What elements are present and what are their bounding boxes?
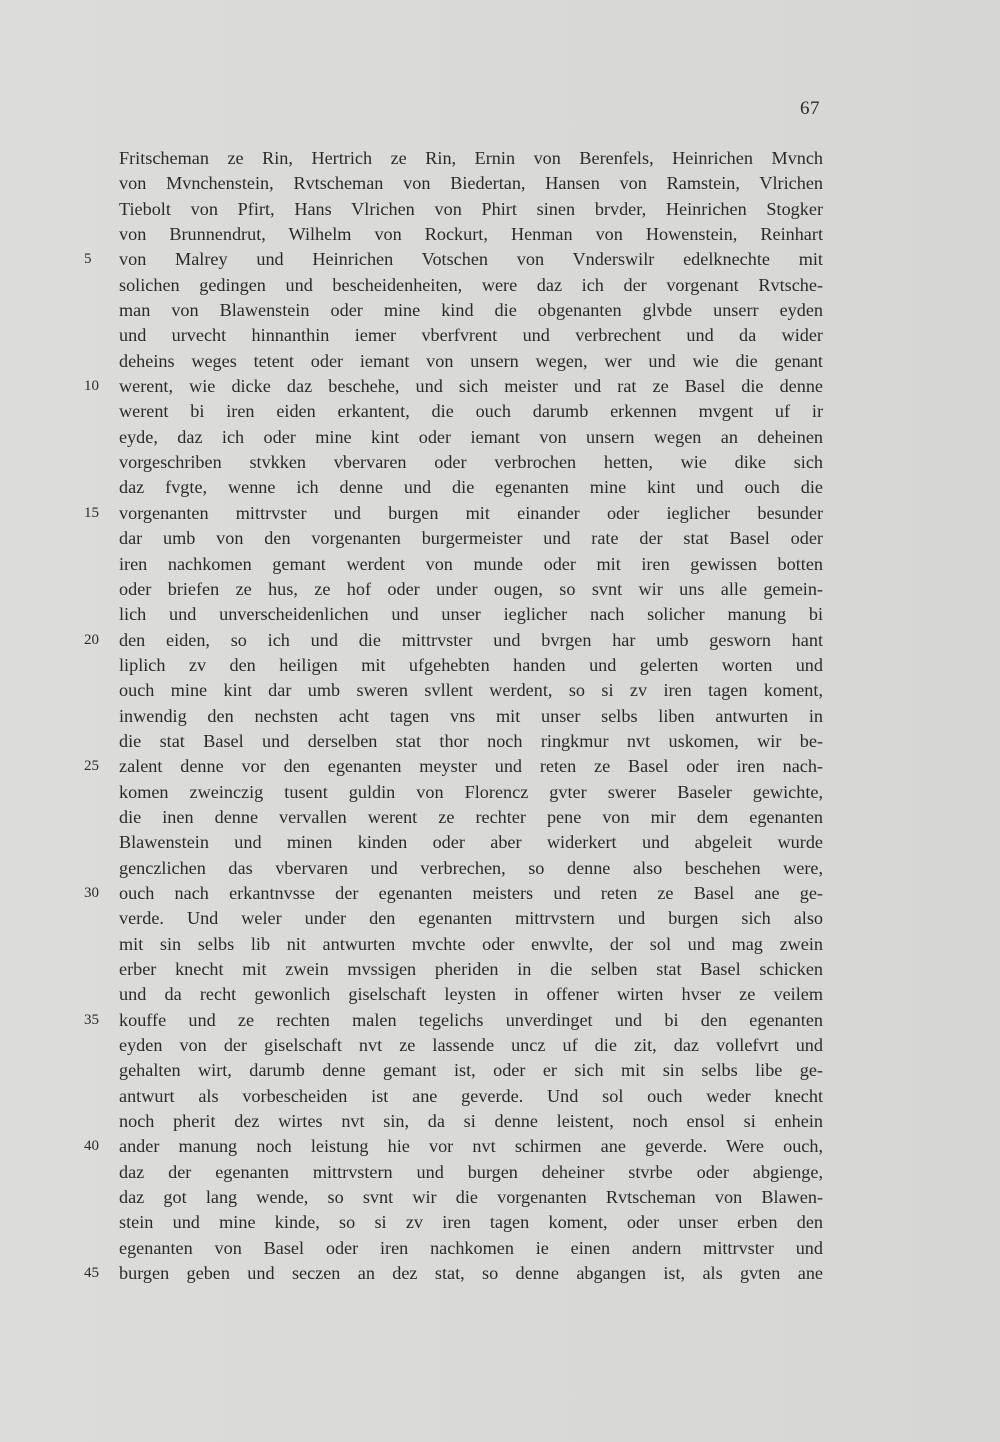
line-text: von Mvnchenstein, Rvtscheman von Biedertan, Hansen von Ramstein, Vlrichen xyxy=(119,173,823,194)
line-text: zalent denne vor den egenanten meyster und reten ze Basel oder iren nach- xyxy=(119,756,823,777)
text-line xyxy=(119,1084,823,1109)
line-text: Blawenstein und minen kinden oder aber widerkert und abgeleit wurde xyxy=(119,832,823,853)
text-line xyxy=(84,628,823,653)
text-line xyxy=(119,399,823,424)
text-line xyxy=(119,146,823,171)
line-text: von Brunnendrut, Wilhelm von Rockurt, Henman von Howenstein, Reinhart xyxy=(119,224,823,245)
line-text: antwurt als vorbescheiden ist ane geverde. Und sol ouch weder knecht xyxy=(119,1085,823,1106)
text-line xyxy=(119,475,823,500)
text-line xyxy=(84,881,823,906)
line-text: egenanten von Basel oder iren nachkomen ie einen andern mittrvster und xyxy=(119,1237,823,1258)
line-text: noch pherit dez wirtes nvt sin, da si denne leistent, noch ensol si enhein xyxy=(119,1111,823,1132)
text-line xyxy=(119,982,823,1007)
line-text: daz fvgte, wenne ich denne und die egenanten mine kint und ouch die xyxy=(119,477,823,498)
text-line xyxy=(84,1008,823,1033)
text-line xyxy=(119,1033,823,1058)
line-number: 40 xyxy=(84,1138,99,1155)
text-line xyxy=(119,704,823,729)
line-text: dar umb von den vorgenanten burgermeister und rate der stat Basel oder xyxy=(119,528,823,549)
text-line xyxy=(119,323,823,348)
text-line xyxy=(119,678,823,703)
line-text: deheins weges tetent oder iemant von unsern wegen, wer und wie die genant xyxy=(119,350,823,371)
line-text: burgen geben und seczen an dez stat, so denne abgangen ist, als gvten ane xyxy=(119,1263,823,1284)
text-line xyxy=(119,602,823,627)
line-text: werent, wie dicke daz beschehe, und sich meister und rat ze Basel die denne xyxy=(119,376,823,397)
text-line xyxy=(119,856,823,881)
text-line xyxy=(84,501,823,526)
text-line xyxy=(119,577,823,602)
line-text: die stat Basel und derselben stat thor noch ringkmur nvt uskomen, wir be- xyxy=(119,730,823,751)
line-text: erber knecht mit zwein mvssigen pheriden in die selben stat Basel schicken xyxy=(119,959,823,979)
line-text: kouffe und ze rechten malen tegelichs unverdinget und bi den egenanten xyxy=(119,1009,823,1030)
text-line xyxy=(119,653,823,678)
line-number: 25 xyxy=(84,758,99,775)
text-line xyxy=(119,1185,823,1210)
text-line xyxy=(84,1261,823,1286)
line-text: den eiden, so ich und die mittrvster und bvrgen har umb gesworn hant xyxy=(119,629,823,650)
text-line xyxy=(84,374,823,399)
line-text: gehalten wirt, darumb denne gemant ist, oder er sich mit sin selbs libe ge- xyxy=(119,1060,823,1081)
line-text: Tiebolt von Pfirt, Hans Vlrichen von Phirt sinen brvder, Heinrichen Stogker xyxy=(119,198,823,219)
line-text: daz der egenanten mittrvstern und burgen deheiner stvrbe oder abgienge, xyxy=(119,1161,823,1182)
text-line xyxy=(119,729,823,754)
line-text: und da recht gewonlich giselschaft leysten in offener wirten hvser ze veilem xyxy=(119,984,823,1005)
text-line xyxy=(119,298,823,323)
line-text: iren nachkomen gemant werdent von munde oder mit iren gewissen botten xyxy=(119,553,823,574)
text-line xyxy=(119,425,823,450)
text-line xyxy=(119,1109,823,1134)
line-text: ouch mine kint dar umb sweren svllent werdent, so si zv iren tagen koment, xyxy=(119,680,823,701)
line-text: genczlichen das vbervaren und verbrechen, so denne also beschehen were, xyxy=(119,857,823,878)
text-line xyxy=(119,222,823,247)
line-text: ouch nach erkantnvsse der egenanten meisters und reten ze Basel ane ge- xyxy=(119,882,823,903)
line-text: ander manung noch leistung hie vor nvt schirmen ane geverde. Were ouch, xyxy=(119,1136,823,1157)
text-line xyxy=(119,450,823,475)
line-text: die inen denne vervallen werent ze rechter pene von mir dem egenanten xyxy=(119,806,823,827)
text-line xyxy=(119,805,823,830)
text-line xyxy=(119,171,823,196)
line-text: inwendig den nechsten acht tagen vns mit unser selbs liben antwurten in xyxy=(119,705,823,726)
line-text: vorgeschriben stvkken vbervaren oder verbrochen hetten, wie dike sich xyxy=(119,452,823,473)
line-text: eyde, daz ich oder mine kint oder iemant von unsern wegen an deheinen xyxy=(119,426,823,447)
line-number: 20 xyxy=(84,631,99,648)
line-text: lich und unverscheidenlichen und unser ieglicher nach solicher manung bi xyxy=(119,604,823,625)
line-text: von Malrey und Heinrichen Votschen von Vnderswilr edelknechte mit xyxy=(119,249,823,270)
text-line xyxy=(119,957,823,982)
line-text: eyden von der giselschaft nvt ze lassende uncz uf die zit, daz vollefvrt und xyxy=(119,1035,823,1056)
line-text: Fritscheman ze Rin, Hertrich ze Rin, Ernin von Berenfels, Heinrichen Mvnch xyxy=(119,148,823,168)
line-text: vorgenanten mittrvster und burgen mit einander oder ieglicher besunder xyxy=(119,502,823,523)
line-number: 45 xyxy=(84,1265,99,1282)
text-line xyxy=(119,780,823,805)
text-line xyxy=(119,526,823,551)
line-text: liplich zv den heiligen mit ufgehebten handen und gelerten worten und xyxy=(119,654,823,675)
line-text: solichen gedingen und bescheidenheiten, were daz ich der vorgenant Rvtsche- xyxy=(119,274,823,295)
text-line xyxy=(119,830,823,855)
text-line xyxy=(84,1134,823,1159)
text-line xyxy=(119,906,823,931)
line-number: 30 xyxy=(84,884,99,901)
text-line xyxy=(119,552,823,577)
line-number: 5 xyxy=(84,251,92,268)
line-text: mit sin selbs lib nit antwurten mvchte oder enwvlte, der sol und mag zwein xyxy=(119,933,823,954)
text-line xyxy=(119,1210,823,1235)
line-number: 15 xyxy=(84,504,99,521)
line-text: oder briefen ze hus, ze hof oder under ougen, so svnt wir uns alle gemein- xyxy=(119,578,823,599)
text-line xyxy=(84,247,823,272)
line-text: komen zweinczig tusent guldin von Florencz gvter swerer Baseler gewichte, xyxy=(119,781,823,802)
line-number: 35 xyxy=(84,1011,99,1028)
line-text: verde. Und weler under den egenanten mittrvstern und burgen sich also xyxy=(119,908,823,929)
text-block xyxy=(84,146,823,1286)
text-line xyxy=(119,1236,823,1261)
line-text: man von Blawenstein oder mine kind die obgenanten glvbde unserr eyden xyxy=(119,300,823,321)
text-line xyxy=(119,197,823,222)
text-line xyxy=(119,1058,823,1083)
line-text: werent bi iren eiden erkantent, die ouch darumb erkennen mvgent uf ir xyxy=(119,401,823,422)
page-number: 67 xyxy=(800,98,820,119)
line-number: 10 xyxy=(84,378,99,395)
text-line xyxy=(119,932,823,957)
line-text: daz got lang wende, so svnt wir die vorgenanten Rvtscheman von Blawen- xyxy=(119,1187,823,1208)
line-text: stein und mine kinde, so si zv iren tagen koment, oder unser erben den xyxy=(119,1212,823,1233)
line-text: und urvecht hinnanthin iemer vberfvrent und verbrechent und da wider xyxy=(119,325,823,346)
text-line xyxy=(84,754,823,779)
text-line xyxy=(119,349,823,374)
text-line xyxy=(119,1160,823,1185)
text-line xyxy=(119,273,823,298)
